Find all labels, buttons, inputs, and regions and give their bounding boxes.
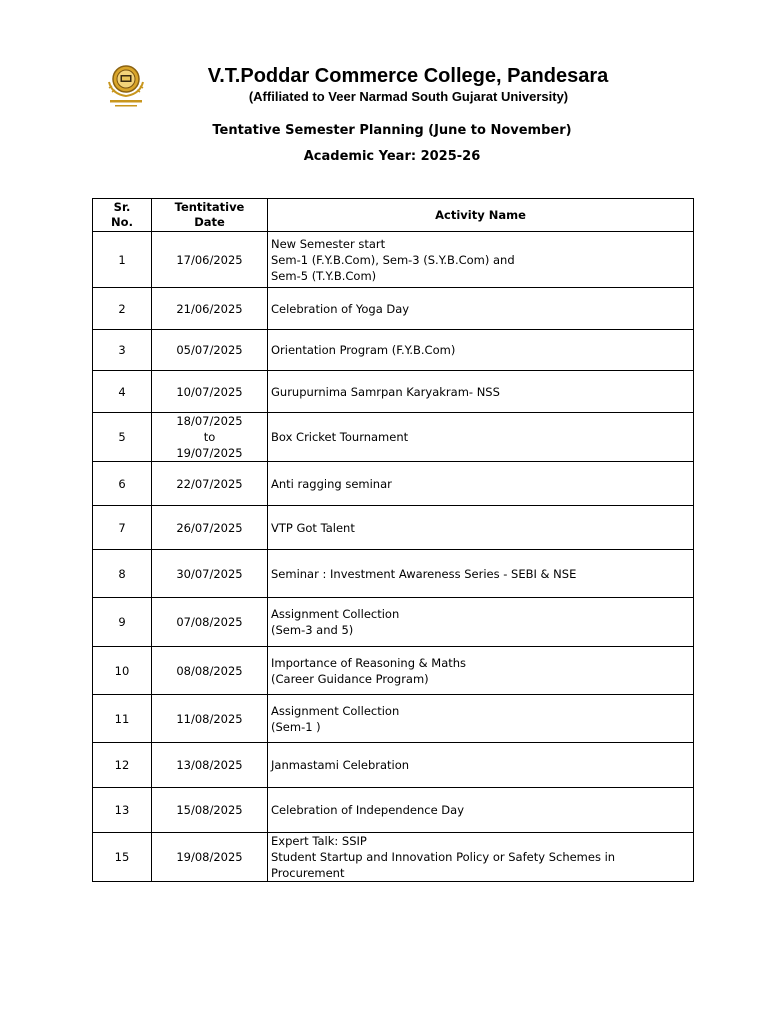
row-date: 10/07/2025 (152, 371, 268, 413)
semester-plan-table (92, 198, 694, 882)
table-row (93, 232, 694, 288)
row-number: 10 (93, 647, 152, 695)
row-date: 18/07/2025 to 19/07/2025 (152, 413, 268, 462)
row-activity: Importance of Reasoning & Maths (Career Guidance Program) (268, 647, 694, 695)
row-number: 13 (93, 788, 152, 833)
row-date: 21/06/2025 (152, 288, 268, 330)
row-date: 22/07/2025 (152, 462, 268, 506)
table-row (93, 647, 694, 695)
row-number: 7 (93, 506, 152, 550)
row-date: 13/08/2025 (152, 743, 268, 788)
row-date: 17/06/2025 (152, 232, 268, 288)
table-row (93, 371, 694, 413)
table-row (93, 695, 694, 743)
table-row (93, 743, 694, 788)
row-date: 30/07/2025 (152, 550, 268, 598)
row-date: 26/07/2025 (152, 506, 268, 550)
row-date: 11/08/2025 (152, 695, 268, 743)
row-activity: Celebration of Yoga Day (268, 288, 694, 330)
table-row (93, 288, 694, 330)
row-number: 11 (93, 695, 152, 743)
row-activity: Janmastami Celebration (268, 743, 694, 788)
college-name: V.T.Poddar Commerce College, Pandesara (207, 65, 609, 87)
row-date: 07/08/2025 (152, 598, 268, 647)
row-number: 8 (93, 550, 152, 598)
affiliation-subtitle: (Affiliated to Veer Narmad South Gujarat University) (248, 89, 569, 104)
row-activity: Assignment Collection (Sem-3 and 5) (268, 598, 694, 647)
row-date: 08/08/2025 (152, 647, 268, 695)
row-activity: Expert Talk: SSIP Student Startup and Innovation Policy or Safety Schemes in Procurement (268, 833, 694, 882)
row-number: 1 (93, 232, 152, 288)
header-date: Tentitative Date (152, 199, 268, 232)
row-number: 3 (93, 330, 152, 371)
row-date: 15/08/2025 (152, 788, 268, 833)
table-row (93, 833, 694, 882)
table-row (93, 550, 694, 598)
header-activity: Activity Name (268, 199, 694, 232)
row-number: 15 (93, 833, 152, 882)
academic-year: Academic Year: 2025-26 (303, 149, 481, 164)
table-body (93, 232, 694, 882)
row-activity: Box Cricket Tournament (268, 413, 694, 462)
row-activity: Celebration of Independence Day (268, 788, 694, 833)
table-row (93, 462, 694, 506)
row-number: 4 (93, 371, 152, 413)
row-activity: Orientation Program (F.Y.B.Com) (268, 330, 694, 371)
row-date: 19/08/2025 (152, 833, 268, 882)
row-date: 05/07/2025 (152, 330, 268, 371)
row-number: 6 (93, 462, 152, 506)
table-row (93, 330, 694, 371)
row-activity: New Semester start Sem-1 (F.Y.B.Com), Sem-3 (S.Y.B.Com) and Sem-5 (T.Y.B.Com) (268, 232, 694, 288)
row-activity: Assignment Collection (Sem-1 ) (268, 695, 694, 743)
table-row (93, 506, 694, 550)
row-number: 2 (93, 288, 152, 330)
row-number: 12 (93, 743, 152, 788)
row-activity: VTP Got Talent (268, 506, 694, 550)
row-number: 9 (93, 598, 152, 647)
document-title: Tentative Semester Planning (June to November) (212, 123, 572, 138)
header-sr-no: Sr. No. (93, 199, 152, 232)
table-row (93, 413, 694, 462)
row-number: 5 (93, 413, 152, 462)
row-activity: Gurupurnima Samrpan Karyakram- NSS (268, 371, 694, 413)
table-row (93, 788, 694, 833)
row-activity: Anti ragging seminar (268, 462, 694, 506)
table-header-row (93, 199, 694, 232)
row-activity: Seminar : Investment Awareness Series - SEBI & NSE (268, 550, 694, 598)
table-row (93, 598, 694, 647)
